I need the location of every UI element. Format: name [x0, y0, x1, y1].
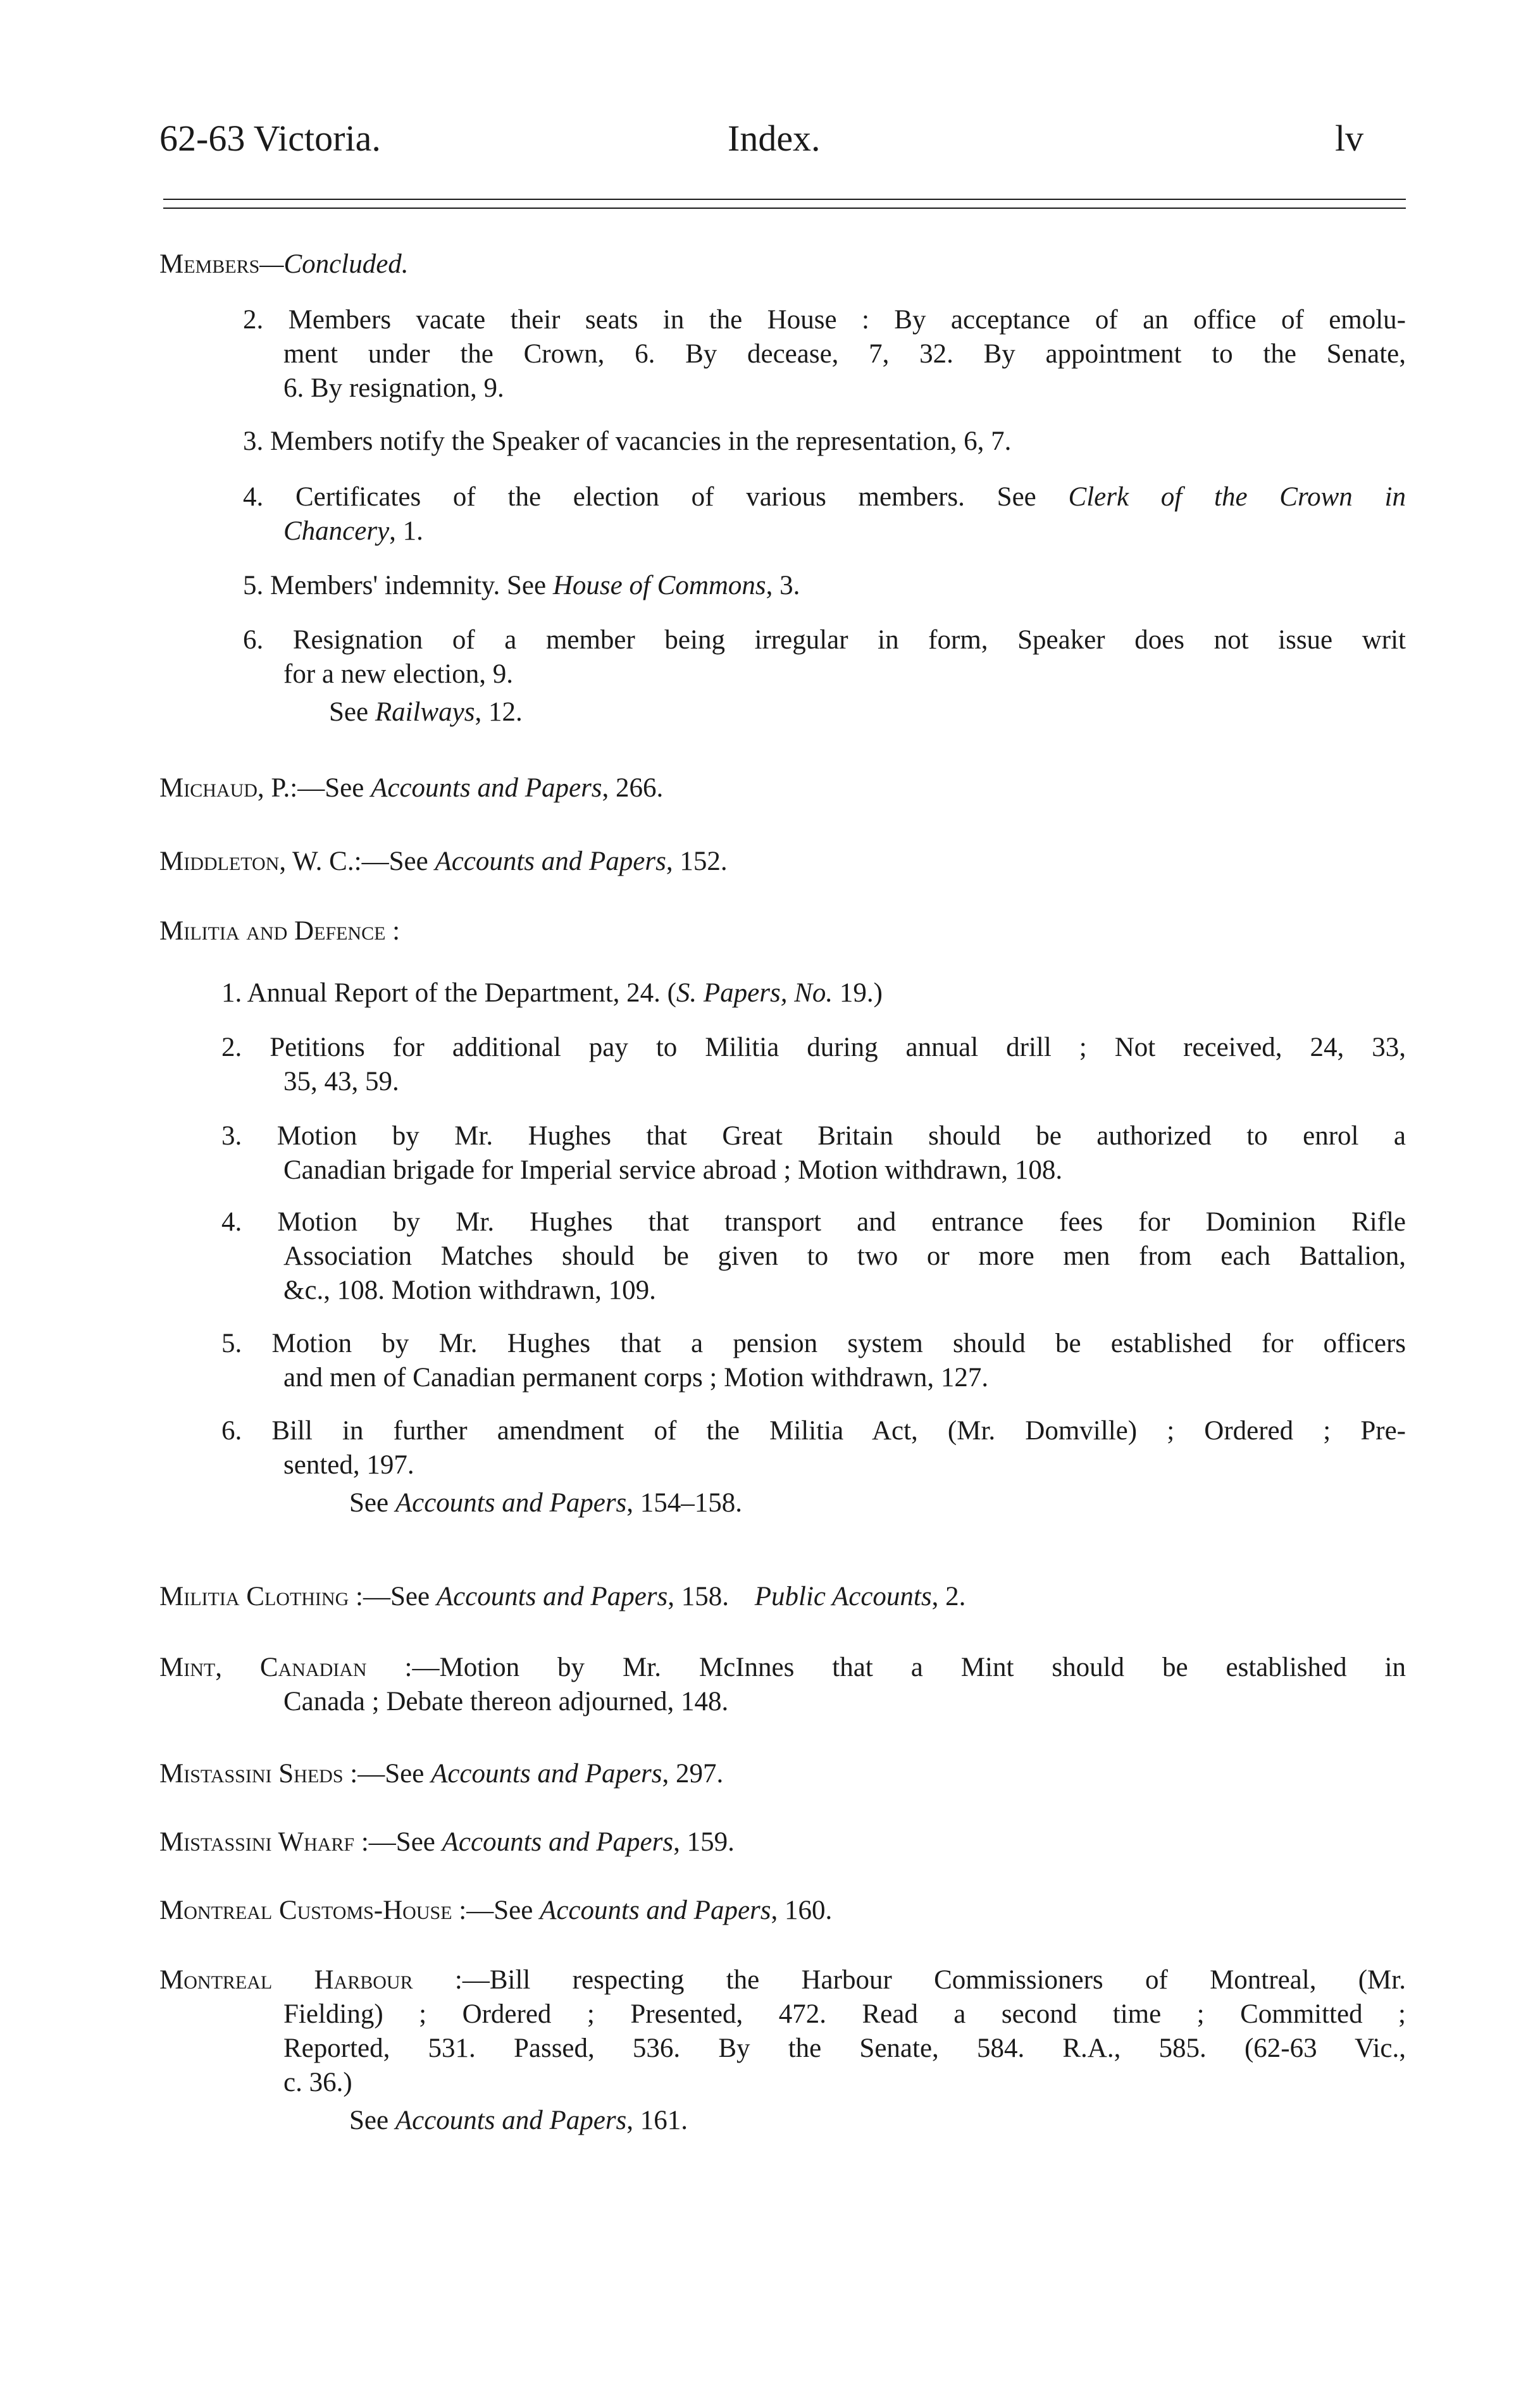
- entry-mistassini-sheds: Mistassini Sheds :—See Accounts and Papers, 297.: [159, 1759, 724, 1789]
- militia-item-3-line-1: 3. Motion by Mr. Hughes that Great Britain should be authorized to enrol a: [221, 1121, 1406, 1151]
- montreal-harbour-see-also: See Accounts and Papers, 161.: [349, 2106, 688, 2135]
- members-item-5: 5. Members' indemnity. See House of Commons, 3.: [243, 571, 800, 600]
- entry-mistassini-wharf: Mistassini Wharf :—See Accounts and Papers, 159.: [159, 1827, 735, 1857]
- entry-militia-clothing: Militia Clothing :—See Accounts and Papers, 158. Public Accounts, 2.: [159, 1582, 966, 1611]
- militia-item-2-line-1: 2. Petitions for additional pay to Militia during annual drill ; Not received, 24, 33,: [221, 1033, 1406, 1062]
- header-rule-top: [163, 199, 1406, 200]
- militia-item-3-line-2: Canadian brigade for Imperial service abroad ; Motion withdrawn, 108.: [283, 1155, 1063, 1185]
- running-header-left: 62-63 Victoria.: [159, 118, 381, 159]
- militia-item-6-line-1: 6. Bill in further amendment of the Militia Act, (Mr. Domville) ; Ordered ; Pre-: [221, 1416, 1406, 1446]
- members-item-6-line-2: for a new election, 9.: [283, 659, 513, 689]
- militia-see-also: See Accounts and Papers, 154–158.: [349, 1488, 743, 1518]
- militia-item-5-line-2: and men of Canadian permanent corps ; Motion withdrawn, 127.: [283, 1363, 989, 1393]
- members-item-4-line-1: 4. Certificates of the election of various members. See Clerk of the Crown in: [243, 482, 1406, 512]
- entry-montreal-customs-house: Montreal Customs-House :—See Accounts and Papers, 160.: [159, 1896, 833, 1925]
- running-header-right: lv: [1335, 118, 1364, 159]
- members-item-2-line-3: 6. By resignation, 9.: [283, 373, 504, 403]
- militia-item-5-line-1: 5. Motion by Mr. Hughes that a pension system should be established for officers: [221, 1329, 1406, 1358]
- militia-item-4-line-2: Association Matches should be given to two or more men from each Battalion,: [283, 1241, 1406, 1271]
- entry-heading-militia-defence: Militia and Defence :: [159, 916, 400, 946]
- militia-item-4-line-1: 4. Motion by Mr. Hughes that transport and entrance fees for Dominion Rifle: [221, 1207, 1406, 1237]
- entry-middleton: Middleton, W. C.:—See Accounts and Papers, 152.: [159, 847, 728, 876]
- militia-item-6-line-2: sented, 197.: [283, 1450, 414, 1480]
- members-see-also: See Railways, 12.: [329, 697, 523, 727]
- militia-item-2-line-2: 35, 43, 59.: [283, 1067, 399, 1096]
- entry-montreal-harbour-line-3: Reported, 531. Passed, 536. By the Senate, 584. R.A., 585. (62-63 Vic.,: [283, 2033, 1406, 2063]
- militia-item-1: 1. Annual Report of the Department, 24. (S. Papers, No. 19.): [221, 978, 883, 1008]
- members-item-6-line-1: 6. Resignation of a member being irregular in form, Speaker does not issue writ: [243, 625, 1406, 655]
- running-header-center: Index.: [728, 118, 821, 159]
- members-item-2-line-2: ment under the Crown, 6. By decease, 7, 32. By appointment to the Senate,: [283, 339, 1406, 369]
- entry-mint-canadian-line-2: Canada ; Debate thereon adjourned, 148.: [283, 1687, 729, 1716]
- entry-montreal-harbour-line-2: Fielding) ; Ordered ; Presented, 472. Read a second time ; Committed ;: [283, 1999, 1406, 2029]
- entry-michaud: Michaud, P.:—See Accounts and Papers, 266.: [159, 773, 664, 803]
- entry-heading-members: Members—Concluded.: [159, 249, 409, 279]
- members-item-3: 3. Members notify the Speaker of vacancies in the representation, 6, 7.: [243, 426, 1012, 456]
- entry-montreal-harbour-line-4: c. 36.): [283, 2068, 352, 2097]
- members-item-4-line-2: Chancery, 1.: [283, 516, 423, 546]
- header-rule-bottom: [163, 208, 1406, 209]
- entry-montreal-harbour-line-1: Montreal Harbour :—Bill respecting the Harbour Commissioners of Montreal, (Mr.: [159, 1965, 1406, 1995]
- members-item-2-line-1: 2. Members vacate their seats in the House : By acceptance of an office of emolu-: [243, 305, 1406, 335]
- entry-mint-canadian-line-1: Mint, Canadian :—Motion by Mr. McInnes that a Mint should be established in: [159, 1653, 1406, 1682]
- militia-item-4-line-3: &c., 108. Motion withdrawn, 109.: [283, 1275, 656, 1305]
